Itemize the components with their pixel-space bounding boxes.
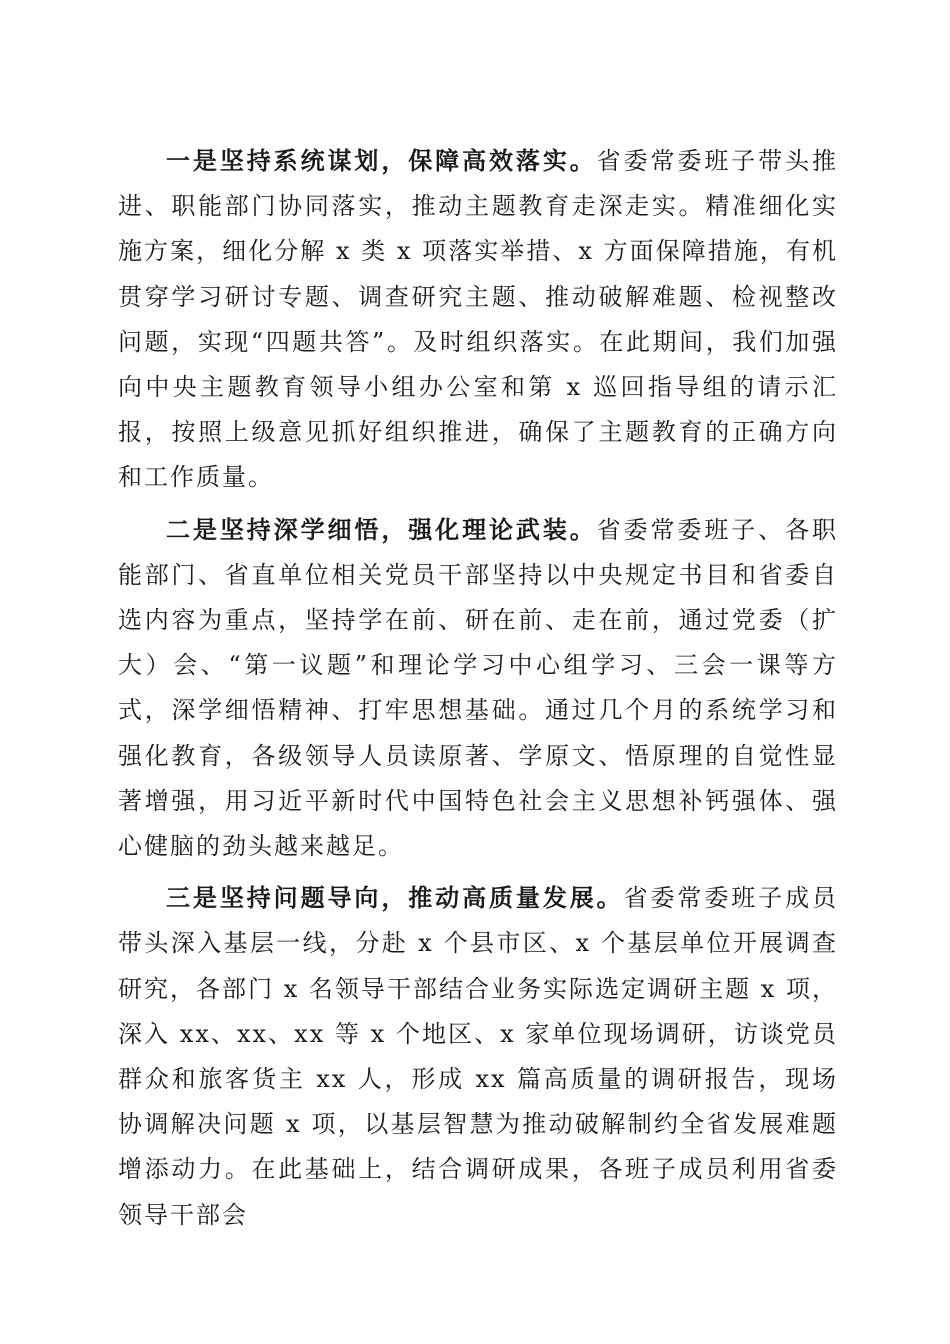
paragraph-1-text: 省委常委班子带头推进、职能部门协同落实，推动主题教育走深走实。精准细化实施方案，细化分解 x 类 x 项落实举措、x 方面保障措施，有机贯穿学习研讨专题、调查研究主题、推动破解难题、检视整改问题，实现“四题共答”。及时组织落实。在此期间，我们加强向中央主题教育领导小组办公室和第 x 巡回指导组的请示汇报，按照上级意见抓好组织推进，确保了主题教育的正确方向和工作质量。 [118,147,839,492]
document-body [118,138,838,1244]
paragraph-3 [118,875,838,1238]
paragraph-2-heading: 二是坚持深学细悟，强化理论武装。 [166,514,597,544]
paragraph-2 [118,507,838,870]
paragraph-1 [118,138,838,501]
paragraph-1-heading: 一是坚持系统谋划，保障高效落实。 [166,146,597,175]
paragraph-3-heading: 三是坚持问题导向，推动高质量发展。 [166,883,624,913]
paragraph-3-text: 省委常委班子成员带头深入基层一线，分赴 x 个县市区、x 个基层单位开展调查研究，各部门 x 名领导干部结合业务实际选定调研主题 x 项，深入 xx、xx、xx 等 x 个地区、x 家单位现场调研，访谈党员群众和旅客货主 xx 人，形成 xx 篇高质量的调研报告，现场协调解决问题 x 项，以基层智慧为推动破解制约全省发展难题增添动力。在此基础上，结合调研成果，各班子成员利用省委领导干部会 [118,884,839,1229]
paragraph-2-text: 省委常委班子、各职能部门、省直单位相关党员干部坚持以中央规定书目和省委自选内容为重点，坚持学在前、研在前、走在前，通过党委（扩大）会、“第一议题”和理论学习中心组学习、三会一课等方式，深学细悟精神、打牢思想基础。通过几个月的系统学习和强化教育，各级领导人员读原著、学原文、悟原理的自觉性显著增强，用习近平新时代中国特色社会主义思想补钙强体、强心健脑的劲头越来越足。 [118,515,839,861]
